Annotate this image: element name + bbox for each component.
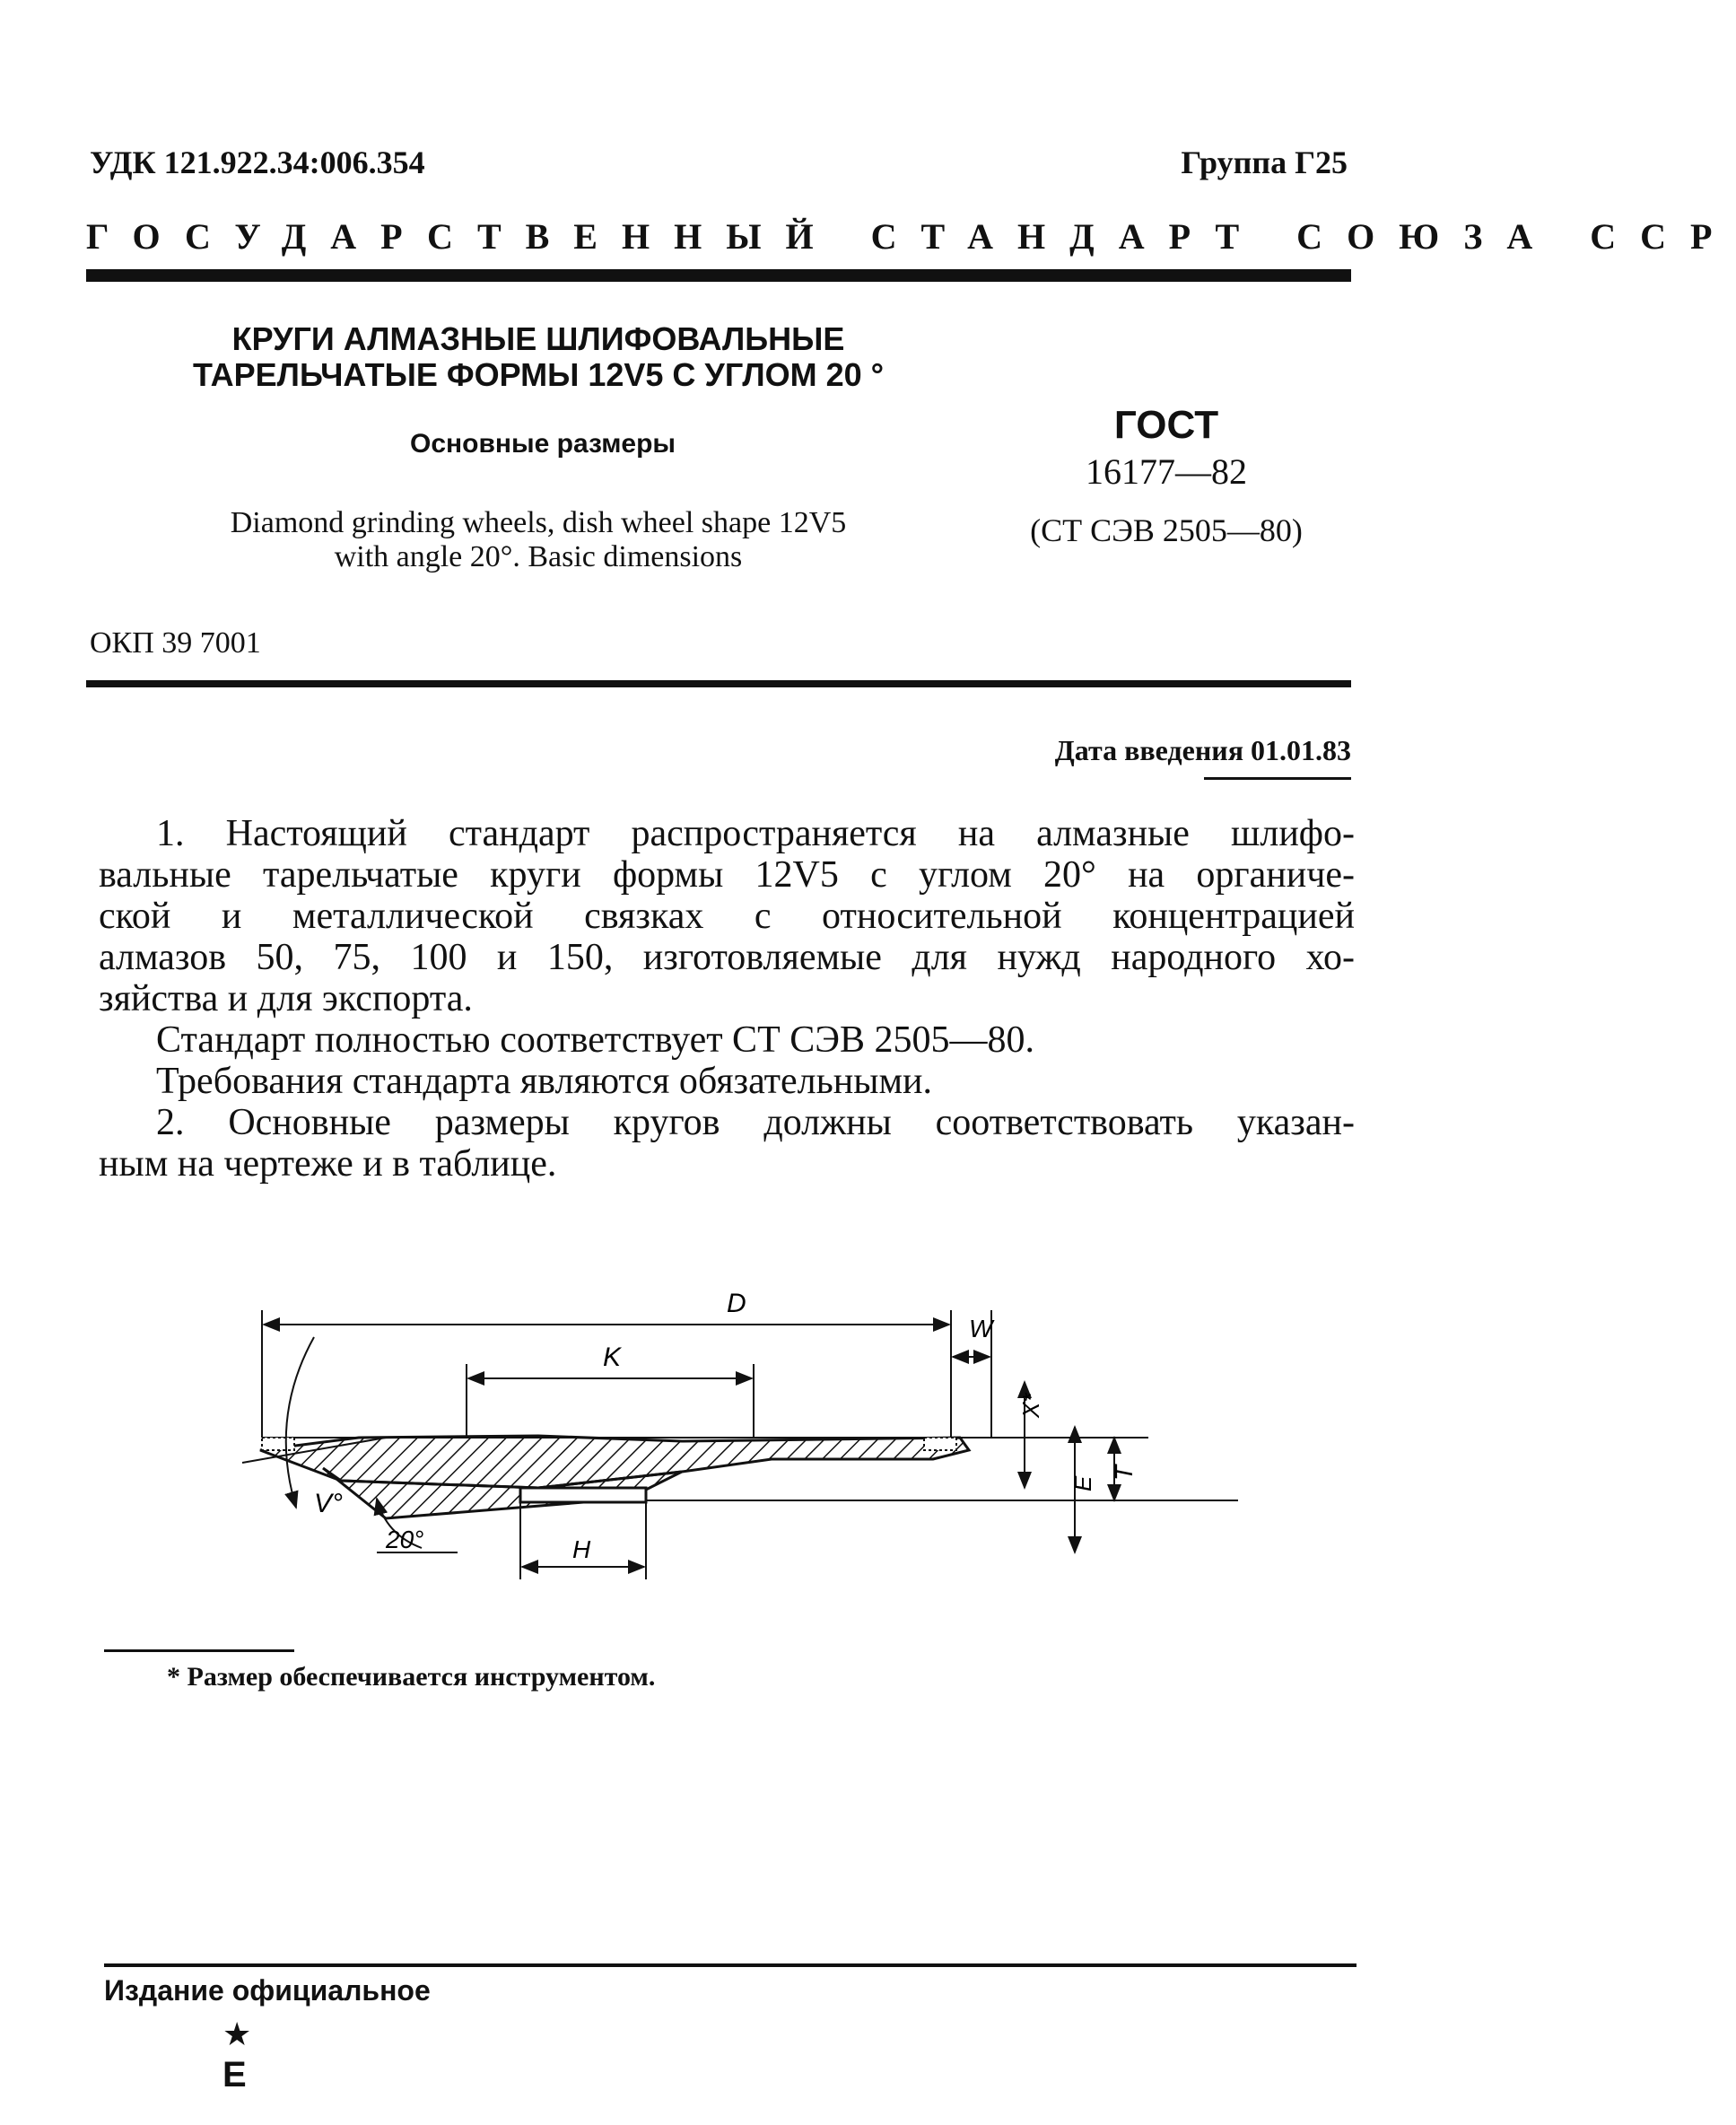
document-title bbox=[153, 321, 924, 393]
english-title bbox=[153, 506, 924, 574]
introduction-date: Дата введения 01.01.83 bbox=[1054, 734, 1351, 766]
angle-v-arc bbox=[286, 1337, 314, 1508]
section-divider bbox=[86, 680, 1351, 687]
udk-code: УДК 121.922.34:006.354 bbox=[90, 144, 425, 180]
label-k: K bbox=[603, 1342, 622, 1372]
official-edition: Издание официальное bbox=[104, 1974, 431, 2007]
english-title-line-2: with angle 20°. Basic dimensions bbox=[334, 540, 743, 573]
wheel-drawing bbox=[251, 1283, 1247, 1624]
label-e: E bbox=[1069, 1475, 1096, 1491]
english-title-line-1: Diamond grinding wheels, dish wheel shape 12V5 bbox=[230, 506, 847, 539]
header-divider bbox=[86, 269, 1351, 282]
paragraph-1-line-1: 1. Настоящий стандарт распространяется на алмазные шлифо- bbox=[156, 813, 1355, 854]
paragraph-1-line-4: алмазов 50, 75, 100 и 150, изготовляемые для нужд народного хо- bbox=[99, 937, 1355, 978]
e-mark: E bbox=[222, 2055, 247, 2094]
label-d: D bbox=[727, 1289, 746, 1318]
label-v: V° bbox=[314, 1489, 344, 1518]
wheel-bore bbox=[520, 1488, 646, 1502]
label-20: 20° bbox=[386, 1526, 424, 1553]
diamond-layer-right bbox=[924, 1438, 956, 1450]
gost-number: 16177—82 bbox=[1086, 451, 1247, 492]
group-code: Группа Г25 bbox=[1181, 144, 1348, 180]
paragraph-2: Стандарт полностью соответствует СТ СЭВ 2505—80. bbox=[156, 1019, 1034, 1061]
footnote: * Размер обеспечивается инструментом. bbox=[167, 1662, 656, 1692]
label-x: X* bbox=[1017, 1393, 1044, 1418]
star-icon: ★ bbox=[222, 2016, 252, 2052]
paragraph-1-line-5: зяйства и для экспорта. bbox=[99, 978, 473, 1019]
paragraph-4-line-2: ным на чертеже и в таблице. bbox=[99, 1143, 557, 1185]
footnote-rule bbox=[104, 1649, 294, 1652]
st-sev-reference: (СТ СЭВ 2505—80) bbox=[1030, 512, 1303, 548]
diamond-layer-left bbox=[262, 1438, 294, 1450]
footer-rule bbox=[104, 1963, 1357, 1967]
title-line-1: КРУГИ АЛМАЗНЫЕ ШЛИФОВАЛЬНЫЕ bbox=[231, 320, 845, 357]
state-standard-title: ГОСУДАРСТВЕННЫЙ СТАНДАРТ СОЮЗА ССР bbox=[86, 216, 1736, 257]
label-w: W bbox=[969, 1315, 993, 1342]
paragraph-3: Требования стандарта являются обязательными. bbox=[156, 1061, 933, 1102]
label-t: T bbox=[1110, 1465, 1138, 1481]
title-line-2: ТАРЕЛЬЧАТЫЕ ФОРМЫ 12V5 С УГЛОМ 20 ° bbox=[192, 356, 885, 393]
okp-code: ОКП 39 7001 bbox=[90, 626, 261, 660]
date-underline bbox=[1204, 777, 1351, 780]
paragraph-1-line-3: ской и металлической связках с относительной концентрацией bbox=[99, 896, 1355, 937]
gost-label: ГОСТ bbox=[1113, 403, 1219, 447]
label-h: H bbox=[572, 1535, 591, 1563]
document-subtitle: Основные размеры bbox=[409, 429, 676, 459]
paragraph-4-line-1: 2. Основные размеры кругов должны соответствовать указан- bbox=[156, 1102, 1355, 1143]
body-text bbox=[99, 813, 1355, 1185]
paragraph-1-line-2: вальные тарельчатые круги формы 12V5 с углом 20° на органиче- bbox=[99, 854, 1355, 896]
